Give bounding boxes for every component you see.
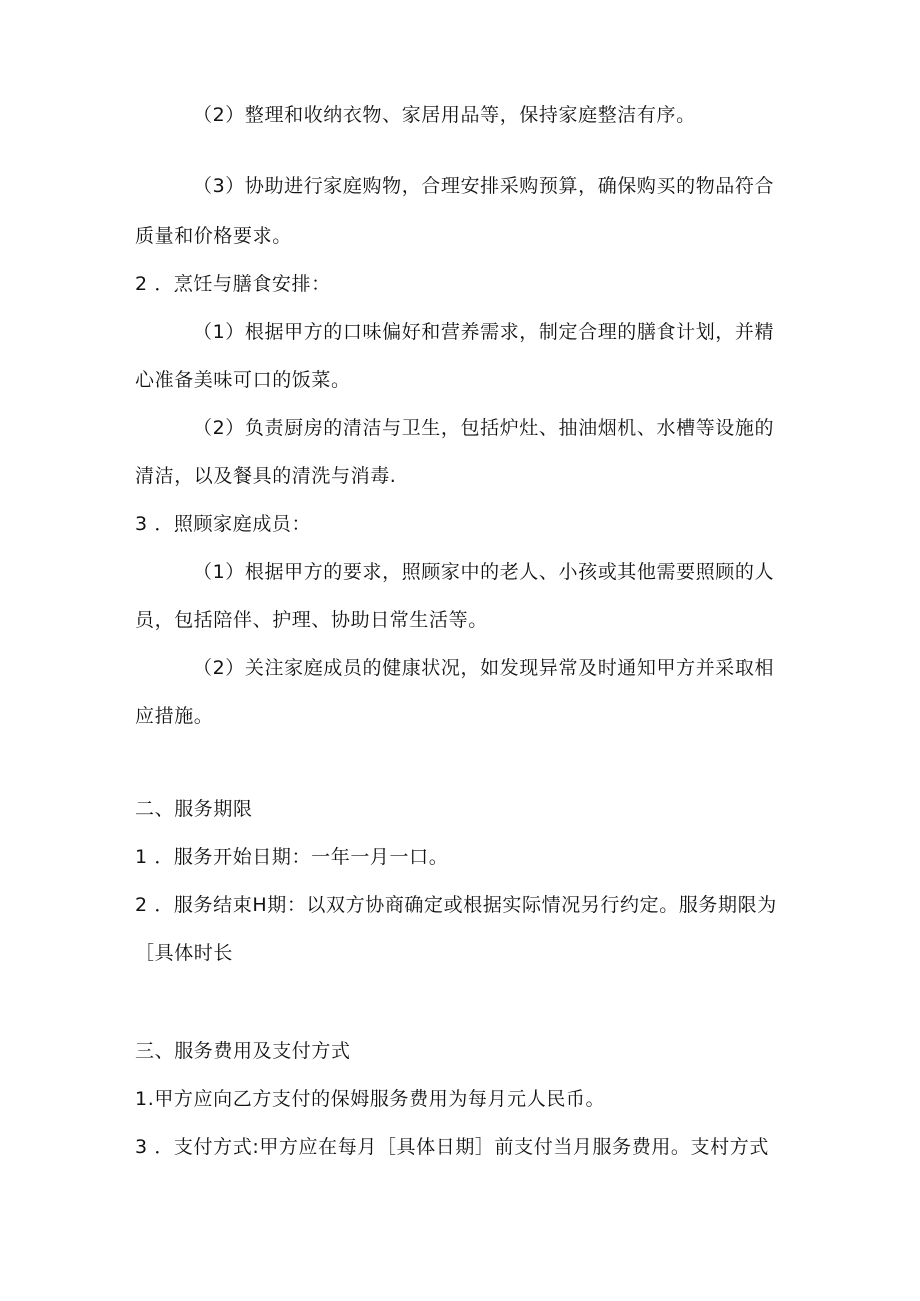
paragraph-line: （2）整理和收纳衣物、家居用品等，保持家庭整洁有序。 bbox=[193, 104, 696, 126]
paragraph-line: 员，包括陪伴、护理、协助日常生活等。 bbox=[135, 609, 488, 631]
section-heading: 二、服务期限 bbox=[135, 798, 253, 820]
paragraph-line: （1）根据甲方的要求，照顾家中的老人、小孩或其他需要照顾的人 bbox=[193, 561, 775, 583]
section-heading: 三、服务费用及支付方式 bbox=[135, 1040, 351, 1062]
paragraph-line: 2 ．服务结束H期：以双方协商确定或根据实际情况另行约定。服务期限为 bbox=[135, 894, 777, 916]
paragraph-line: 1.甲方应向乙方支付的保姆服务费用为每月元人民币。 bbox=[135, 1088, 606, 1110]
paragraph-line: （2）负责厨房的清洁与卫生，包括炉灶、抽油烟机、水槽等设施的 bbox=[193, 417, 775, 439]
paragraph-line: 心准备美味可口的饭菜。 bbox=[135, 369, 351, 391]
paragraph-line: 清洁，以及餐具的清洗与消毒. bbox=[135, 465, 397, 487]
paragraph-line: 3 ．支付方式:甲方应在每月［具体日期］前支付当月服务费用。支村方式 bbox=[135, 1136, 769, 1158]
paragraph-line: ［具体时长 bbox=[135, 942, 234, 964]
paragraph-line: 质量和价格要求。 bbox=[135, 225, 292, 247]
paragraph-line: （1）根据甲方的口味偏好和营养需求，制定合理的膳食计划，并精 bbox=[193, 321, 775, 343]
section-item-heading: 2 ．烹饪与膳食安排： bbox=[135, 273, 331, 295]
section-item-heading: 3 ．照顾家庭成员： bbox=[135, 513, 312, 535]
paragraph-line: 1 ．服务开始日期：一年一月一口。 bbox=[135, 846, 449, 868]
paragraph-line: 应措施。 bbox=[135, 705, 214, 727]
paragraph-line: （2）关注家庭成员的健康状况，如发现异常及时通知甲方并采取相 bbox=[193, 657, 775, 679]
paragraph-line: （3）协助进行家庭购物，合理安排采购预算，确保购买的物品符合 bbox=[193, 175, 775, 197]
